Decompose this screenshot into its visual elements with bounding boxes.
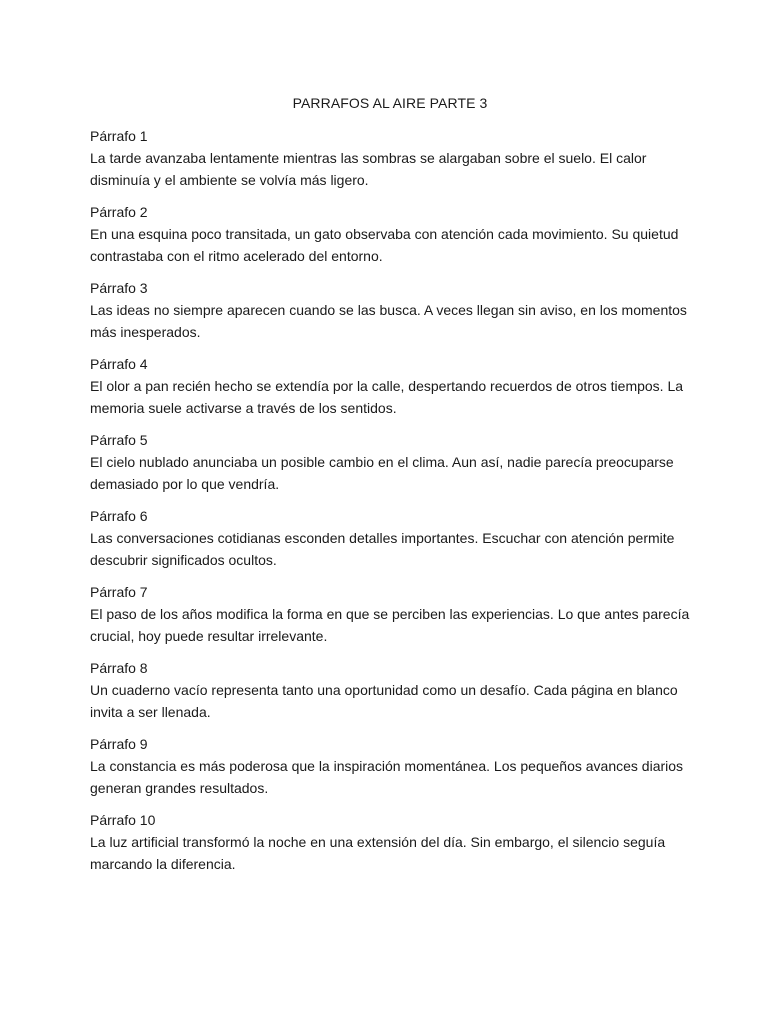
paragraph-6 — [90, 505, 690, 571]
paragraph-9 — [90, 733, 690, 799]
paragraph-5 — [90, 429, 690, 495]
document-title: PARRAFOS AL AIRE PARTE 3 — [292, 95, 488, 111]
paragraph-4 — [90, 353, 690, 419]
paragraph-heading: Párrafo 7 — [90, 584, 148, 600]
paragraph-text: Las conversaciones cotidianas esconden detalles importantes. Escuchar con atención permite descubrir significados ocultos. — [90, 530, 675, 568]
paragraph-text: Un cuaderno vacío representa tanto una oportunidad como un desafío. Cada página en blanco invita a ser llenada. — [90, 682, 678, 720]
paragraph-text: La luz artificial transformó la noche en una extensión del día. Sin embargo, el silencio seguía marcando la diferencia. — [90, 834, 666, 872]
paragraph-2 — [90, 201, 690, 267]
paragraph-1 — [90, 125, 690, 191]
paragraph-heading: Párrafo 6 — [90, 508, 148, 524]
document-page — [90, 93, 690, 885]
paragraph-10 — [90, 809, 690, 875]
paragraph-heading: Párrafo 2 — [90, 204, 148, 220]
paragraph-heading: Párrafo 3 — [90, 280, 148, 296]
paragraph-text: El paso de los años modifica la forma en que se perciben las experiencias. Lo que antes parecía crucial, hoy puede resultar irrelevante. — [90, 606, 690, 644]
paragraph-text: La tarde avanzaba lentamente mientras las sombras se alargaban sobre el suelo. El calor disminuía y el ambiente se volvía más ligero. — [90, 150, 647, 188]
paragraph-3 — [90, 277, 690, 343]
paragraph-text: La constancia es más poderosa que la inspiración momentánea. Los pequeños avances diarios generan grandes resultados. — [90, 758, 684, 796]
paragraph-text: El olor a pan recién hecho se extendía por la calle, despertando recuerdos de otros tiempos. La memoria suele activarse a través de los sentidos. — [90, 378, 684, 416]
paragraph-text: En una esquina poco transitada, un gato observaba con atención cada movimiento. Su quietud contrastaba con el ritmo acelerado del entorno. — [90, 226, 679, 264]
paragraph-heading: Párrafo 8 — [90, 660, 148, 676]
paragraph-text: El cielo nublado anunciaba un posible cambio en el clima. Aun así, nadie parecía preocuparse demasiado por lo que vendría. — [90, 454, 674, 492]
paragraph-heading: Párrafo 10 — [90, 812, 156, 828]
paragraph-8 — [90, 657, 690, 723]
paragraph-heading: Párrafo 5 — [90, 432, 148, 448]
paragraph-7 — [90, 581, 690, 647]
paragraph-heading: Párrafo 1 — [90, 128, 148, 144]
paragraph-heading: Párrafo 9 — [90, 736, 148, 752]
paragraph-heading: Párrafo 4 — [90, 356, 148, 372]
paragraph-text: Las ideas no siempre aparecen cuando se las busca. A veces llegan sin aviso, en los momentos más inesperados. — [90, 302, 687, 340]
